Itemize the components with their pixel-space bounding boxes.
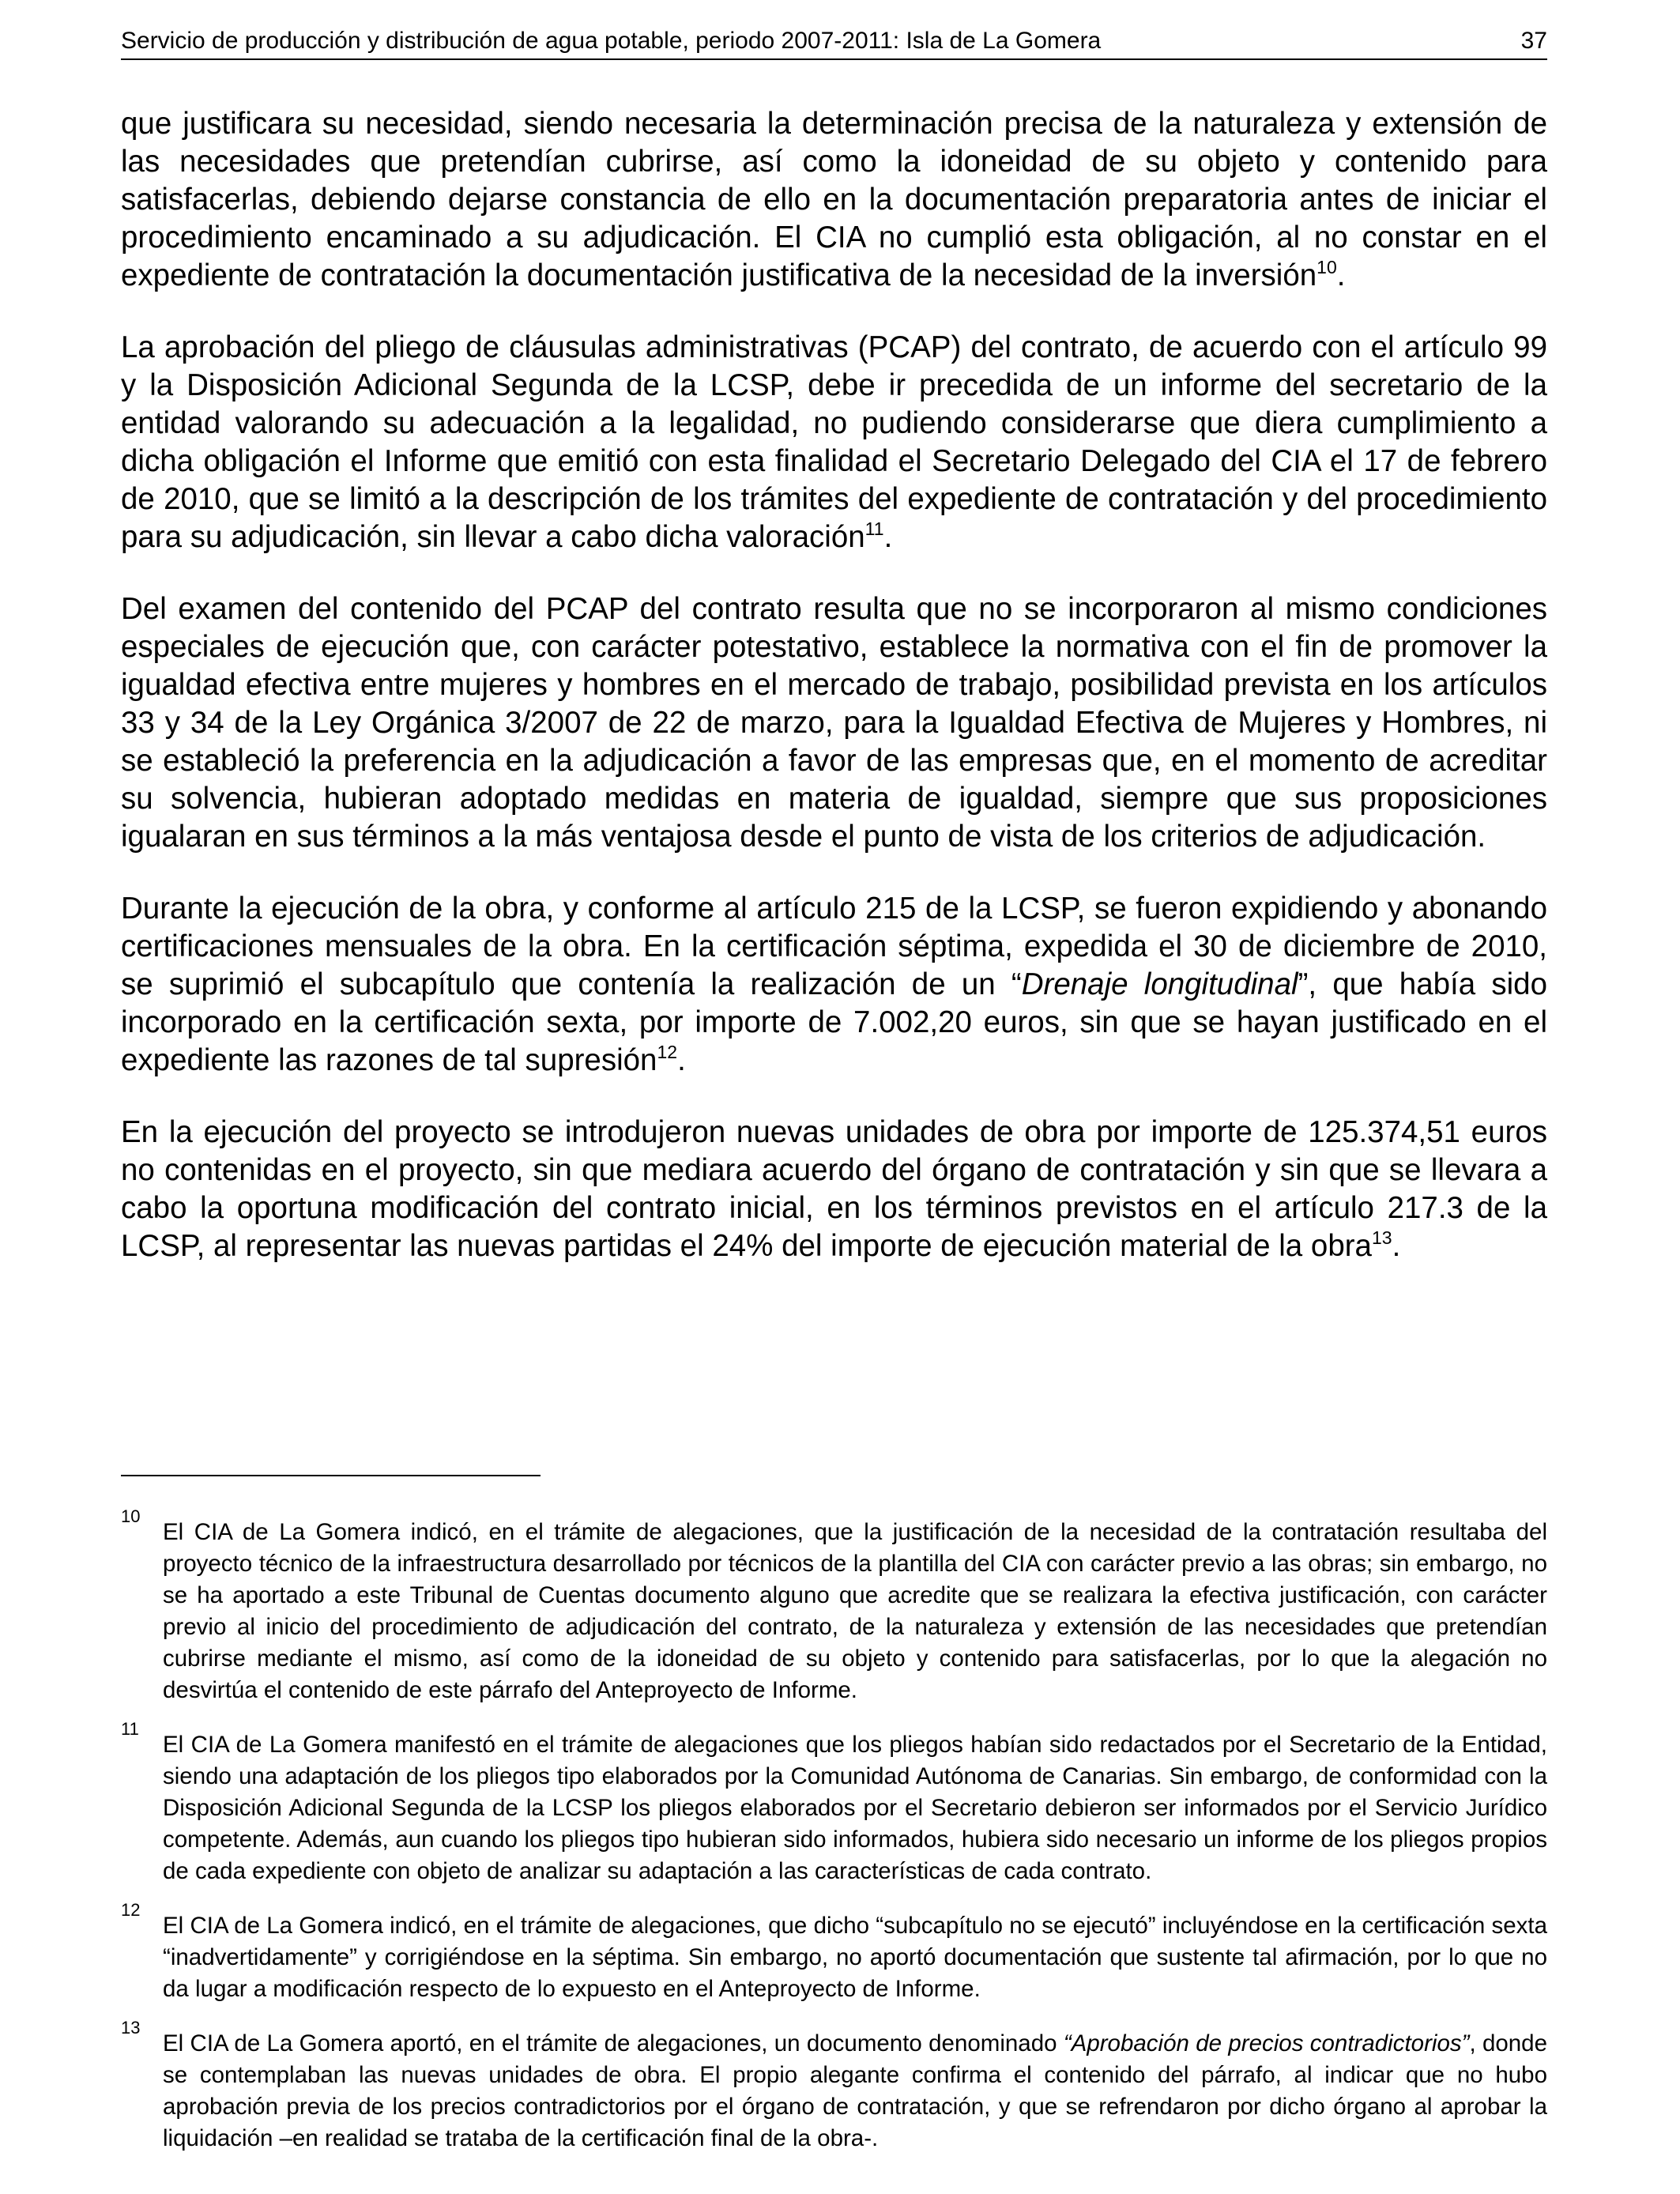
paragraph-2	[121, 329, 1547, 556]
paragraph-3	[121, 590, 1547, 856]
footnote-13-italic: “Aprobación de precios contradictorios”	[1063, 2030, 1470, 2056]
paragraph-5-end: .	[1392, 1229, 1401, 1263]
footnote-text	[163, 2028, 1547, 2154]
paragraph-2-text: La aprobación del pliego de cláusulas administrativas (PCAP) del contrato, de acuerdo con el artículo 99 y la Disposición Adicional Segunda de la LCSP, debe ir precedida de un informe del secretario de la entidad valorando su adecuación a la legalidad, no pudiendo considerarse que diera cumplimiento a dicha obligación el Informe que emitió con esta finalidad el Secretario Delegado del CIA el 17 de febrero de 2010, que se limitó a la descripción de los trámites del expediente de contratación y del procedimiento para su adjudicación, sin llevar a cabo dicha valoración	[121, 330, 1547, 554]
footnote-13-text-b: , donde se contemplaban las nuevas unidades de obra. El propio alegante confirma el contenido del párrafo, al indicar que no hubo aprobación previa de los precios contradictorios por el órgano de contratación, y que se refrendaron por dicho órgano al aprobar la liquidación –en realidad se trataba de la certificación final de la obra-.	[163, 2030, 1547, 2151]
paragraph-4-italic: Drenaje longitudinal	[1021, 967, 1298, 1001]
paragraph-5	[121, 1114, 1547, 1265]
footnote-10	[121, 1506, 1547, 1706]
running-header-title: Servicio de producción y distribución de agua potable, periodo 2007-2011: Isla de La Gomera	[121, 28, 1102, 54]
paragraph-4-end: .	[677, 1043, 686, 1077]
footnote-11	[121, 1719, 1547, 1887]
paragraph-4-text-a: Durante la ejecución de la obra, y conforme al artículo 215 de la LCSP, se fueron expidiendo y abonando certificaciones mensuales de la obra. En la certificación séptima, expedida el 30 de diciembre de 2010, se suprimió el subcapítulo que contenía la realización de un “	[121, 892, 1547, 1001]
footnote-13	[121, 2018, 1547, 2154]
paragraph-5-text: En la ejecución del proyecto se introdujeron nuevas unidades de obra por importe de 125.374,51 euros no contenidas en el proyecto, sin que mediara acuerdo del órgano de contratación y sin que se llevara a cabo la oportuna modificación del contrato inicial, en los términos previstos en el artículo 217.3 de la LCSP, al representar las nuevas partidas el 24% del importe de ejecución material de la obra	[121, 1115, 1547, 1263]
footnote-ref-10: 10	[1317, 257, 1337, 277]
footnote-number: 12	[121, 1900, 141, 1920]
page-header	[121, 24, 1547, 60]
paragraph-2-end: .	[883, 520, 893, 554]
footnote-12	[121, 1900, 1547, 2005]
footnote-13-text-a: El CIA de La Gomera aportó, en el trámite de alegaciones, un documento denominado	[163, 2030, 1064, 2056]
paragraph-1-text: que justificara su necesidad, siendo necesaria la determinación precisa de la naturaleza y extensión de las necesidades que pretendían cubrirse, así como la idoneidad de su objeto y contenido para satisfacerlas, debiendo dejarse constancia de ello en la documentación preparatoria antes de iniciar el procedimiento encaminado a su adjudicación. El CIA no cumplió esta obligación, al no constar en el expediente de contratación la documentación justificativa de la necesidad de la inversión	[121, 107, 1547, 292]
footnote-text: El CIA de La Gomera indicó, en el trámite de alegaciones, que dicho “subcapítulo no se ejecutó” incluyéndose en la certificación sexta “inadvertidamente” y corrigiéndose en la séptima. Sin embargo, no aportó documentación que sustente tal afirmación, por lo que no da lugar a modificación respecto de lo expuesto en el Anteproyecto de Informe.	[163, 1913, 1547, 2002]
footnote-text: El CIA de La Gomera indicó, en el trámite de alegaciones, que la justificación de la necesidad de la contratación resultaba del proyecto técnico de la infraestructura desarrollado por técnicos de la plantilla del CIA con carácter previo a las obras; sin embargo, no se ha aportado a este Tribunal de Cuentas documento alguno que acredite que se realizara la efectiva justificación, con carácter previo al inicio del procedimiento de adjudicación del contrato, de la naturaleza y extensión de las necesidades que pretendían cubrirse mediante el mismo, así como de la idoneidad de su objeto y contenido para satisfacerlas, por lo que la alegación no desvirtúa el contenido de este párrafo del Anteproyecto de Informe.	[163, 1519, 1547, 1703]
paragraph-1-end: .	[1336, 258, 1346, 292]
paragraph-4	[121, 890, 1547, 1080]
footnote-number: 10	[121, 1506, 141, 1526]
footnote-ref-13: 13	[1371, 1227, 1392, 1248]
footnote-separator	[121, 1475, 541, 1476]
page-number: 37	[1520, 28, 1547, 54]
footnote-text: El CIA de La Gomera manifestó en el trámite de alegaciones que los pliegos habían sido redactados por el Secretario de la Entidad, siendo una adaptación de los pliegos tipo elaborados por la Comunidad Autónoma de Canarias. Sin embargo, de conformidad con la Disposición Adicional Segunda de la LCSP los pliegos elaborados por el Secretario debieron ser informados por el Servicio Jurídico competente. Además, aun cuando los pliegos tipo hubieran sido informados, hubiera sido necesario un informe de los pliegos propios de cada expediente con objeto de analizar su adaptación a las características de cada contrato.	[163, 1732, 1547, 1884]
footnote-number: 11	[121, 1719, 139, 1739]
paragraph-1	[121, 105, 1547, 295]
body-text	[121, 105, 1547, 1299]
footnote-ref-12: 12	[657, 1042, 678, 1062]
footnotes	[121, 1506, 1547, 2177]
paragraph-3-text: Del examen del contenido del PCAP del contrato resulta que no se incorporaron al mismo condiciones especiales de ejecución que, con carácter potestativo, establece la normativa con el fin de promover la igualdad efectiva entre mujeres y hombres en el mercado de trabajo, posibilidad prevista en los artículos 33 y 34 de la Ley Orgánica 3/2007 de 22 de marzo, para la Igualdad Efectiva de Mujeres y Hombres, ni se estableció la preferencia en la adjudicación a favor de las empresas que, en el momento de acreditar su solvencia, hubieran adoptado medidas en materia de igualdad, siempre que sus proposiciones igualaran en sus términos a la más ventajosa desde el punto de vista de los criterios de adjudicación.	[121, 592, 1547, 854]
footnote-number: 13	[121, 2018, 141, 2038]
paragraph-4-text-b: ”, que había sido incorporado en la certificación sexta, por importe de 7.002,20 euros, sin que se hayan justificado en el expediente las razones de tal supresión	[121, 967, 1547, 1077]
footnote-ref-11: 11	[864, 518, 884, 539]
